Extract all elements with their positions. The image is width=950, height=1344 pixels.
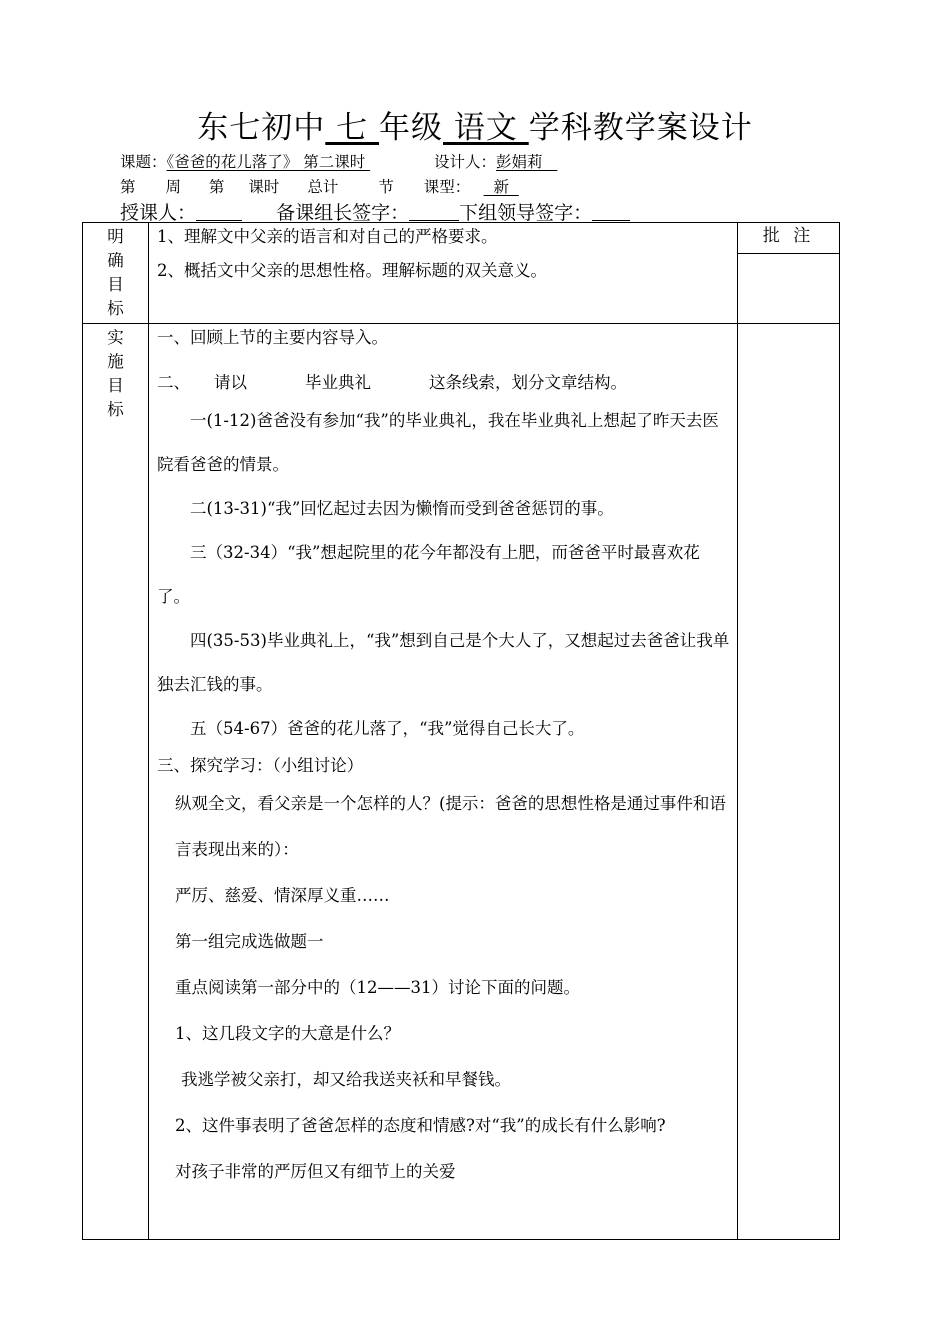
title-suffix: 学科教学案设计: [528, 110, 753, 146]
notes-cell: [738, 324, 840, 1240]
total-suffix: 节: [378, 178, 394, 196]
step-1: 一、回顾上节的主要内容导入。: [157, 328, 388, 347]
lesson-label: 课题：: [120, 153, 167, 171]
question-2: 2、这件事表明了爸爸怎样的态度和情感?对“我”的成长有什么影响?: [175, 1116, 666, 1135]
answer-1: 我逃学被父亲打，却又给我送夹袄和早餐钱。: [181, 1070, 511, 1089]
week-suffix: 周: [165, 178, 182, 196]
step-3: 三、探究学习：（小组讨论）: [157, 756, 364, 775]
main-answer: 严厉、慈爱、情深厚义重……: [175, 886, 390, 905]
meta-line-signatures: [120, 198, 630, 225]
designer-label: 设计人：: [434, 153, 497, 171]
notes-column: [738, 223, 840, 324]
group-leader-label: 备课组长签字：: [276, 202, 410, 224]
part-1: 一(1-12)爸爸没有参加“我”的毕业典礼，我在毕业典礼上想起了昨天去医院看爸爸的情景。: [157, 411, 719, 474]
part-2: 二(13-31)“我”回忆起过去因为懒惰而受到爸爸惩罚的事。: [190, 499, 614, 518]
group-one-task: 第一组完成选做题一: [175, 932, 324, 951]
goals-row: [83, 223, 840, 324]
total-prefix: 总计: [307, 178, 339, 196]
designer-value: 彭娟莉: [496, 153, 558, 171]
admin-leader-blank: [592, 202, 630, 221]
title-subject: 语文: [443, 110, 529, 146]
title-grade: 七: [325, 110, 379, 146]
admin-leader-label: 下组领导签字：: [459, 202, 593, 224]
title-school: 东七初中: [197, 110, 326, 146]
implementation-row: [83, 324, 840, 1240]
notes-header: 批 注: [738, 223, 839, 254]
focus-reading: 重点阅读第一部分中的（12——31）讨论下面的问题。: [175, 978, 580, 997]
part-4: 四(35-53)毕业典礼上，“我”想到自己是个大人了，又想起过去爸爸让我单独去汇钱的事。: [157, 631, 730, 694]
teacher-blank: [196, 202, 242, 221]
part-5: 五（54-67）爸爸的花儿落了，“我”觉得自己长大了。: [190, 719, 585, 738]
goal-2: 2、概括文中父亲的思想性格。理解标题的双关意义。: [157, 261, 547, 280]
lesson-value: 《爸爸的花儿落了》 第二课时: [166, 153, 371, 171]
meta-line-schedule: [120, 175, 532, 197]
question-1: 1、这几段文字的大意是什么？: [175, 1024, 400, 1043]
main-question: 纵观全文，看父亲是一个怎样的人？(提示：爸爸的思想性格是通过事件和语言表现出来的）：: [175, 794, 726, 859]
page-title: [0, 102, 950, 147]
answer-2: 对孩子非常的严厉但又有细节上的关爱: [175, 1162, 456, 1181]
period-prefix: 第: [208, 178, 225, 196]
period-suffix: 课时: [248, 178, 280, 196]
goals-content: [149, 223, 738, 324]
lesson-plan-table: [82, 222, 840, 1240]
title-grade-word: 年级: [379, 110, 443, 146]
type-label: 课型：: [423, 178, 471, 196]
meta-line-lesson: [120, 150, 557, 172]
teacher-label: 授课人：: [120, 202, 197, 224]
group-leader-blank: [409, 202, 459, 221]
part-3: 三（32-34）“我”想起院里的花今年都没有上肥，而爸爸平时最喜欢花了。: [157, 543, 700, 606]
week-prefix: 第: [120, 178, 136, 196]
type-value: 新: [483, 178, 519, 196]
implementation-content: [149, 324, 738, 1240]
discussion-block: [157, 781, 731, 1195]
goal-1: 1、理解文中父亲的语言和对自己的严格要求。: [157, 227, 498, 246]
implementation-label: 实 施 目 标: [83, 324, 149, 1240]
step-2: 二、 请以 毕业典礼 这条线索，划分文章结构。: [157, 373, 627, 392]
goals-label: 明 确 目 标: [83, 223, 149, 324]
